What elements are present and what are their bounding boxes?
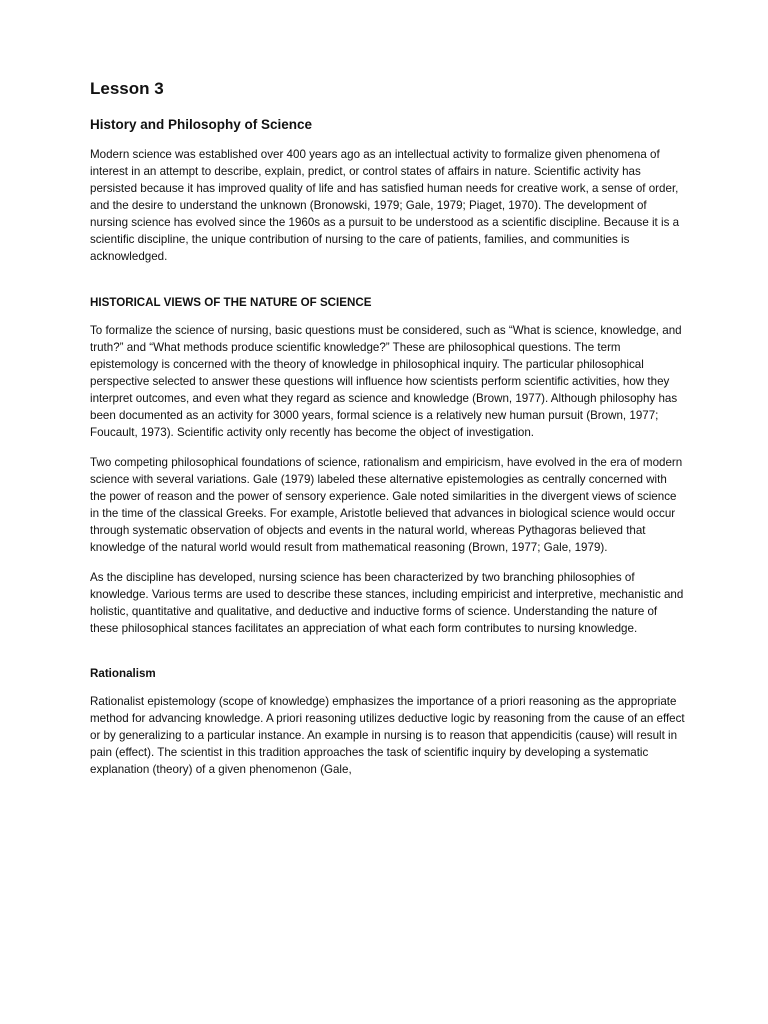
lesson-number: Lesson 3 — [90, 79, 164, 98]
subsection-heading: Rationalism — [90, 667, 156, 680]
intro-paragraph: Modern science was established over 400 years ago as an intellectual activity to formalize given phenomena of interest in an attempt to describe, explain, predict, or control states of affairs in nature. Scientific activity has persisted because it has improved quality of life and has satisfied human needs for creative work, a sense of order, and the desire to understand the unknown (Bronowski, 1979; Gale, 1979; Piaget, 1970). The development of nursing science has evolved since the 1960s as a pursuit to be understood as a scientific discipline. Because it is a scientific discipline, the unique contribution of nursing to the care of patients, families, and communities is acknowledged. — [90, 148, 680, 263]
section-paragraph-2: Two competing philosophical foundations of science, rationalism and empiricism, have evolved in the era of modern science with several variations. Gale (1979) labeled these alternative epistemologies as centrally concerned with the power of reason and the power of sensory experience. Gale noted similarities in the divergent views of science in the time of the classical Greeks. For example, Aristotle believed that advances in biological science would occur through systematic observation of objects and events in the natural world, whereas Pythagoras believed that knowledge of the natural world would result from mathematical reasoning (Brown, 1977; Gale, 1979). — [90, 456, 683, 554]
lesson-title: History and Philosophy of Science — [90, 117, 313, 132]
section-heading: HISTORICAL VIEWS OF THE NATURE OF SCIENCE — [90, 296, 372, 309]
section-paragraph-1: To formalize the science of nursing, basic questions must be considered, such as “What is science, knowledge, and truth?” and “What methods produce scientific knowledge?” These are philosophical questions. The term epistemology is concerned with the theory of knowledge in philosophical inquiry. The particular philosophical perspective selected to answer these questions will influence how scientists perform scientific activities, how they interpret outcomes, and even what they regard as science and knowledge (Brown, 1977). Although philosophy has been documented as an activity for 3000 years, formal science is a relatively new human pursuit (Brown, 1977; Foucault, 1973). Scientific activity only recently has become the object of investigation. — [90, 324, 682, 439]
section-paragraph-3: As the discipline has developed, nursing science has been characterized by two branching philosophies of knowledge. Various terms are used to describe these stances, including empiricist and interpretive, mechanistic and holistic, quantitative and qualitative, and deductive and inductive forms of science. Understanding the nature of these philosophical stances facilitates an appreciation of what each form contributes to nursing knowledge. — [90, 571, 684, 635]
document-page — [90, 78, 686, 791]
subsection-paragraph: Rationalist epistemology (scope of knowledge) emphasizes the importance of a priori reasoning as the appropriate method for advancing knowledge. A priori reasoning utilizes deductive logic by reasoning from the cause of an effect or by generalizing to a particular instance. An example in nursing is to reason that appendicitis (cause) will result in pain (effect). The scientist in this tradition approaches the task of scientific inquiry by developing a systematic explanation (theory) of a given phenomenon (Gale, — [90, 695, 685, 776]
